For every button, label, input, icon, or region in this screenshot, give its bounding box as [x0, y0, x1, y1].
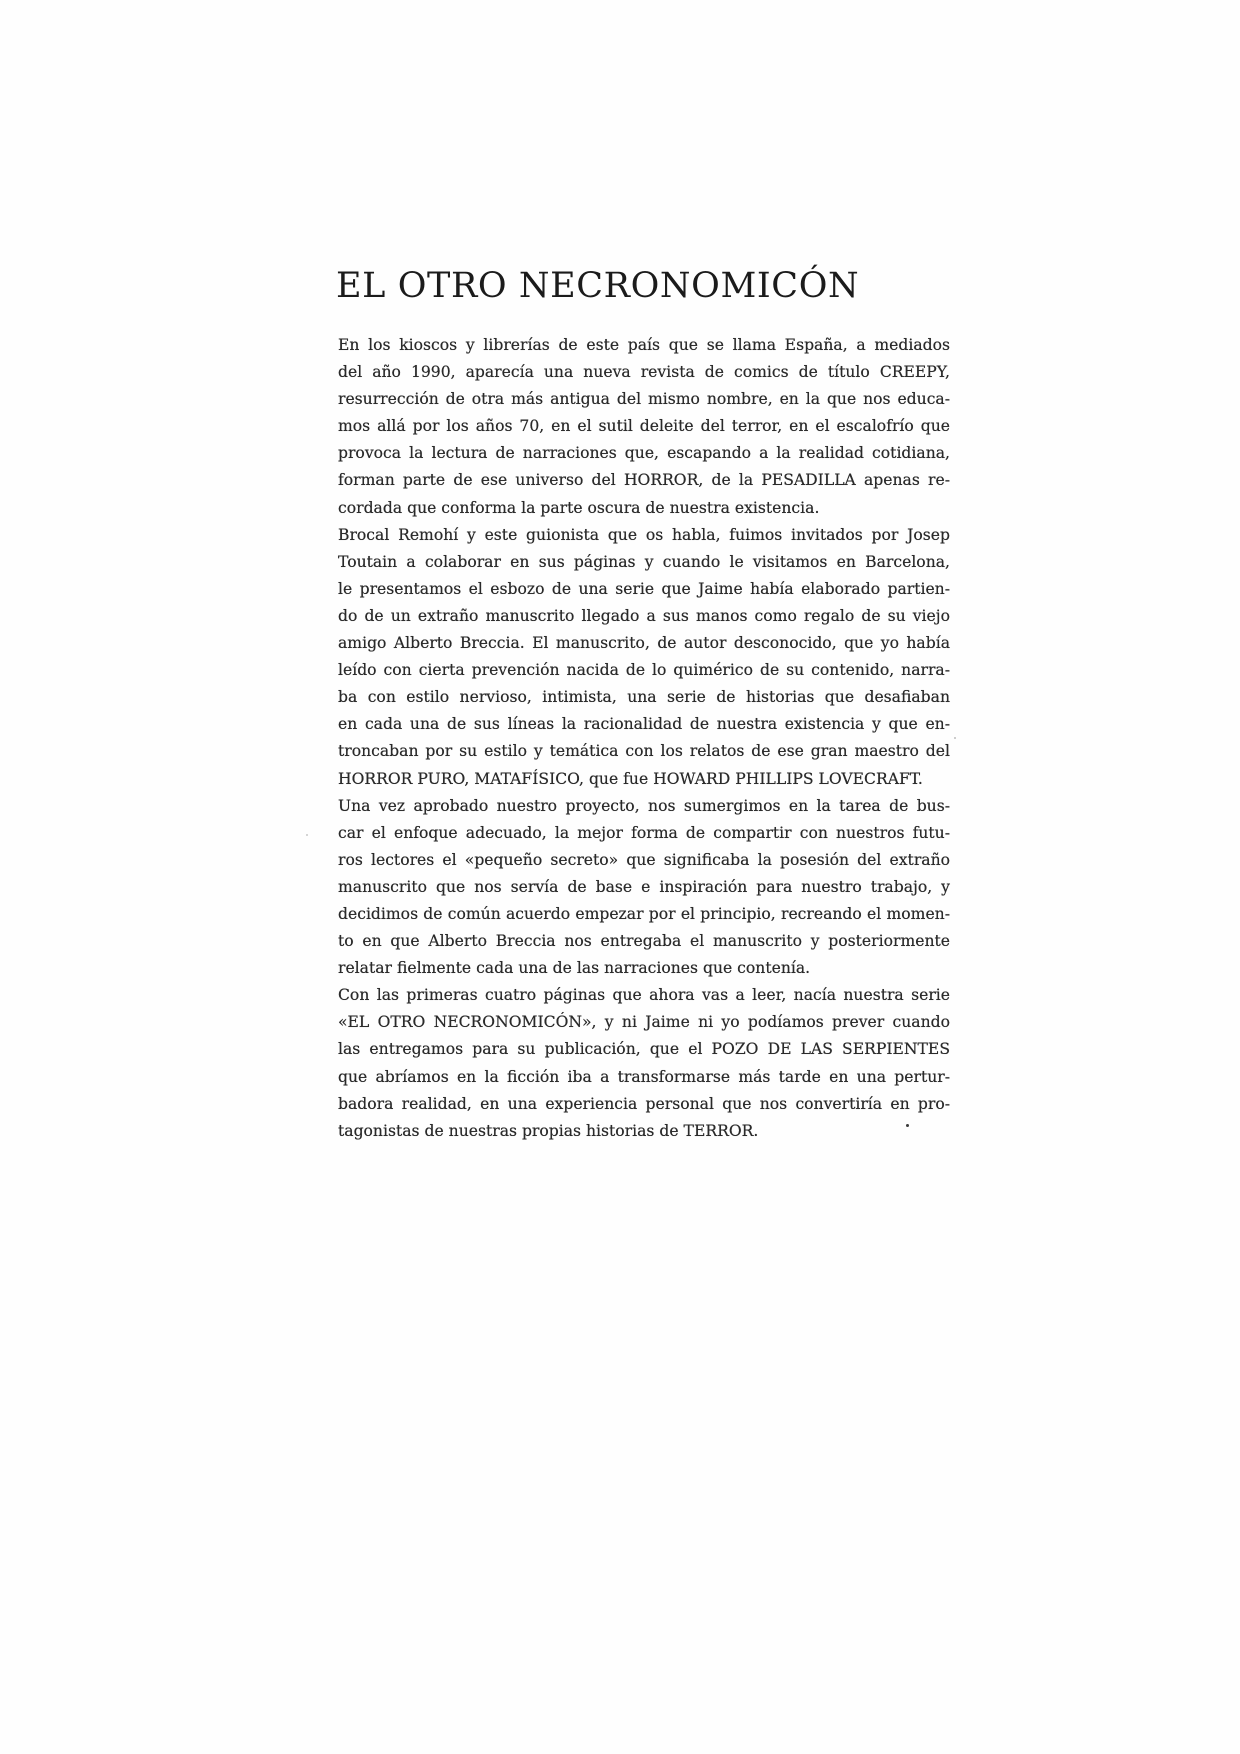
body-line: En los kioscos y librerías de este país que se llama España, a mediados: [338, 336, 950, 354]
body-line: que abríamos en la ficción iba a transformarse más tarde en una pertur-: [338, 1067, 950, 1086]
body-line: do de un extraño manuscrito llegado a sus manos como regalo de su viejo: [338, 606, 950, 625]
body-line: le presentamos el esbozo de una serie que Jaime había elaborado partien-: [338, 579, 950, 598]
body-line: manuscrito que nos servía de base e inspiración para nuestro trabajo, y: [338, 877, 950, 896]
scan-speck: [306, 834, 308, 836]
body-line: Con las primeras cuatro páginas que ahora vas a leer, nacía nuestra serie: [338, 986, 950, 1005]
body-line: HORROR PURO, MATAFÍSICO, que fue HOWARD PHILLIPS LOVECRAFT.: [338, 769, 923, 788]
body-line: en cada una de sus líneas la racionalidad de nuestra existencia y que en-: [338, 715, 950, 734]
body-line: car el enfoque adecuado, la mejor forma de compartir con nuestros futu-: [338, 823, 950, 842]
body-line: ba con estilo nervioso, intimista, una serie de historias que desafiaban: [338, 688, 950, 707]
body-line: troncaban por su estilo y temática con los relatos de ese gran maestro del: [338, 742, 950, 761]
body-line: provoca la lectura de narraciones que, escapando a la realidad cotidiana,: [338, 444, 950, 463]
body-line: Brocal Remohí y este guionista que os habla, fuimos invitados por Josep: [338, 525, 950, 544]
body-line: Toutain a colaborar en sus páginas y cuando le visitamos en Barcelona,: [338, 552, 950, 571]
body-line: las entregamos para su publicación, que el POZO DE LAS SERPIENTES: [338, 1040, 950, 1059]
body-line: badora realidad, en una experiencia personal que nos convertiría en pro-: [338, 1094, 950, 1113]
body-line: cordada que conforma la parte oscura de nuestra existencia.: [338, 498, 820, 517]
page-title: EL OTRO NECRONOMICÓN: [336, 266, 860, 306]
body-line: relatar fielmente cada una de las narraciones que contenía.: [338, 959, 811, 978]
body-line: tagonistas de nuestras propias historias de TERROR.: [338, 1121, 759, 1140]
body-line: mos allá por los años 70, en el sutil deleite del terror, en el escalofrío que: [338, 417, 950, 436]
body-line: forman parte de ese universo del HORROR, de la PESADILLA apenas re-: [338, 471, 950, 490]
body-line: leído con cierta prevención nacida de lo quimérico de su contenido, narra-: [338, 661, 950, 680]
body-line: «EL OTRO NECRONOMICÓN», y ni Jaime ni yo podíamos prever cuando: [338, 1013, 950, 1032]
article-body: [338, 332, 950, 1145]
scan-speck: [906, 1124, 909, 1127]
body-line: resurrección de otra más antigua del mismo nombre, en la que nos educa-: [338, 390, 950, 409]
scan-speck: [954, 737, 956, 739]
body-line: to en que Alberto Breccia nos entregaba el manuscrito y posteriormente: [338, 932, 950, 951]
body-line: decidimos de común acuerdo empezar por el principio, recreando el momen-: [338, 904, 950, 923]
body-line: ros lectores el «pequeño secreto» que significaba la posesión del extraño: [338, 850, 950, 869]
body-line: amigo Alberto Breccia. El manuscrito, de autor desconocido, que yo había: [338, 634, 950, 653]
body-line: Una vez aprobado nuestro proyecto, nos sumergimos en la tarea de bus-: [338, 796, 950, 815]
body-line: del año 1990, aparecía una nueva revista de comics de título CREEPY,: [338, 363, 950, 382]
